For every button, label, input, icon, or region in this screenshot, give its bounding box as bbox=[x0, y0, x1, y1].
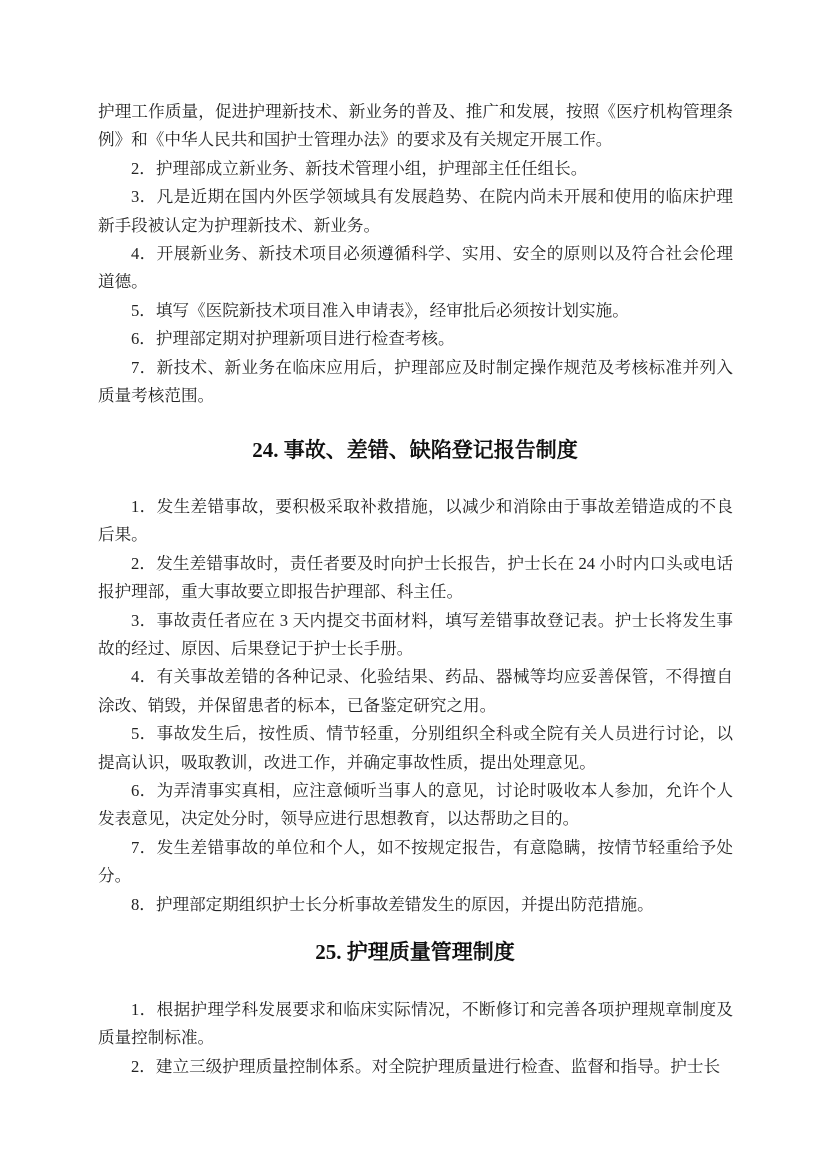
list-item: 7．新技术、新业务在临床应用后，护理部应及时制定操作规范及考核标准并列入质量考核范围。 bbox=[98, 357, 733, 406]
list-item: 2．建立三级护理质量控制体系。对全院护理质量进行检查、监督和指导。护士长 bbox=[131, 1056, 721, 1076]
list-item: 2．护理部成立新业务、新技术管理小组，护理部主任任组长。 bbox=[131, 158, 588, 178]
list-item: 4．开展新业务、新技术项目必须遵循科学、实用、安全的原则以及符合社会伦理道德。 bbox=[98, 244, 733, 292]
paragraph: 护理工作质量，促进护理新技术、新业务的普及、推广和发展，按照《医疗机构管理条例》和《中华人民共和国护士管理办法》的要求及有关规定开展工作。 bbox=[98, 102, 733, 150]
list-item: 2．发生差错事故时，责任者要及时向护士长报告，护士长在 24 小时内口头或电话报护理部，重大事故要立即报告护理部、科主任。 bbox=[98, 553, 733, 602]
section-24-body bbox=[98, 493, 733, 919]
list-item: 3．事故责任者应在 3 天内提交书面材料，填写差错事故登记表。护士长将发生事故的经过、原因、后果登记于护士长手册。 bbox=[98, 610, 733, 659]
list-item: 1．发生差错事故，要积极采取补救措施，以减少和消除由于事故差错造成的不良后果。 bbox=[98, 497, 733, 545]
list-item: 5．事故发生后，按性质、情节轻重，分别组织全科或全院有关人员进行讨论，以提高认识，吸取教训，改进工作，并确定事故性质，提出处理意见。 bbox=[98, 724, 733, 772]
list-item: 8．护理部定期组织护士长分析事故差错发生的原因，并提出防范措施。 bbox=[131, 894, 654, 914]
section-23-body bbox=[98, 98, 733, 410]
section-24-title: 24. 事故、差错、缺陷登记报告制度 bbox=[252, 438, 578, 462]
list-item: 6．为弄清事实真相，应注意倾听当事人的意见，讨论时吸收本人参加，允许个人发表意见，决定处分时，领导应进行思想教育，以达帮助之目的。 bbox=[98, 781, 733, 829]
section-25-body bbox=[98, 996, 733, 1081]
list-item: 6．护理部定期对护理新项目进行检查考核。 bbox=[131, 329, 455, 349]
list-item: 4．有关事故差错的各种记录、化验结果、药品、器械等均应妥善保管，不得擅自涂改、销毁，并保留患者的标本，已备鉴定研究之用。 bbox=[98, 667, 733, 715]
list-item: 5．填写《医院新技术项目准入申请表》，经审批后必须按计划实施。 bbox=[131, 300, 629, 320]
list-item: 3．凡是近期在国内外医学领域具有发展趋势、在院内尚未开展和使用的临床护理新手段被认定为护理新技术、新业务。 bbox=[98, 187, 733, 235]
list-item: 1．根据护理学科发展要求和临床实际情况，不断修订和完善各项护理规章制度及质量控制标准。 bbox=[98, 1000, 733, 1048]
list-item: 7．发生差错事故的单位和个人，如不按规定报告，有意隐瞒，按情节轻重给予处分。 bbox=[98, 837, 733, 886]
section-25-title: 25. 护理质量管理制度 bbox=[315, 940, 515, 964]
